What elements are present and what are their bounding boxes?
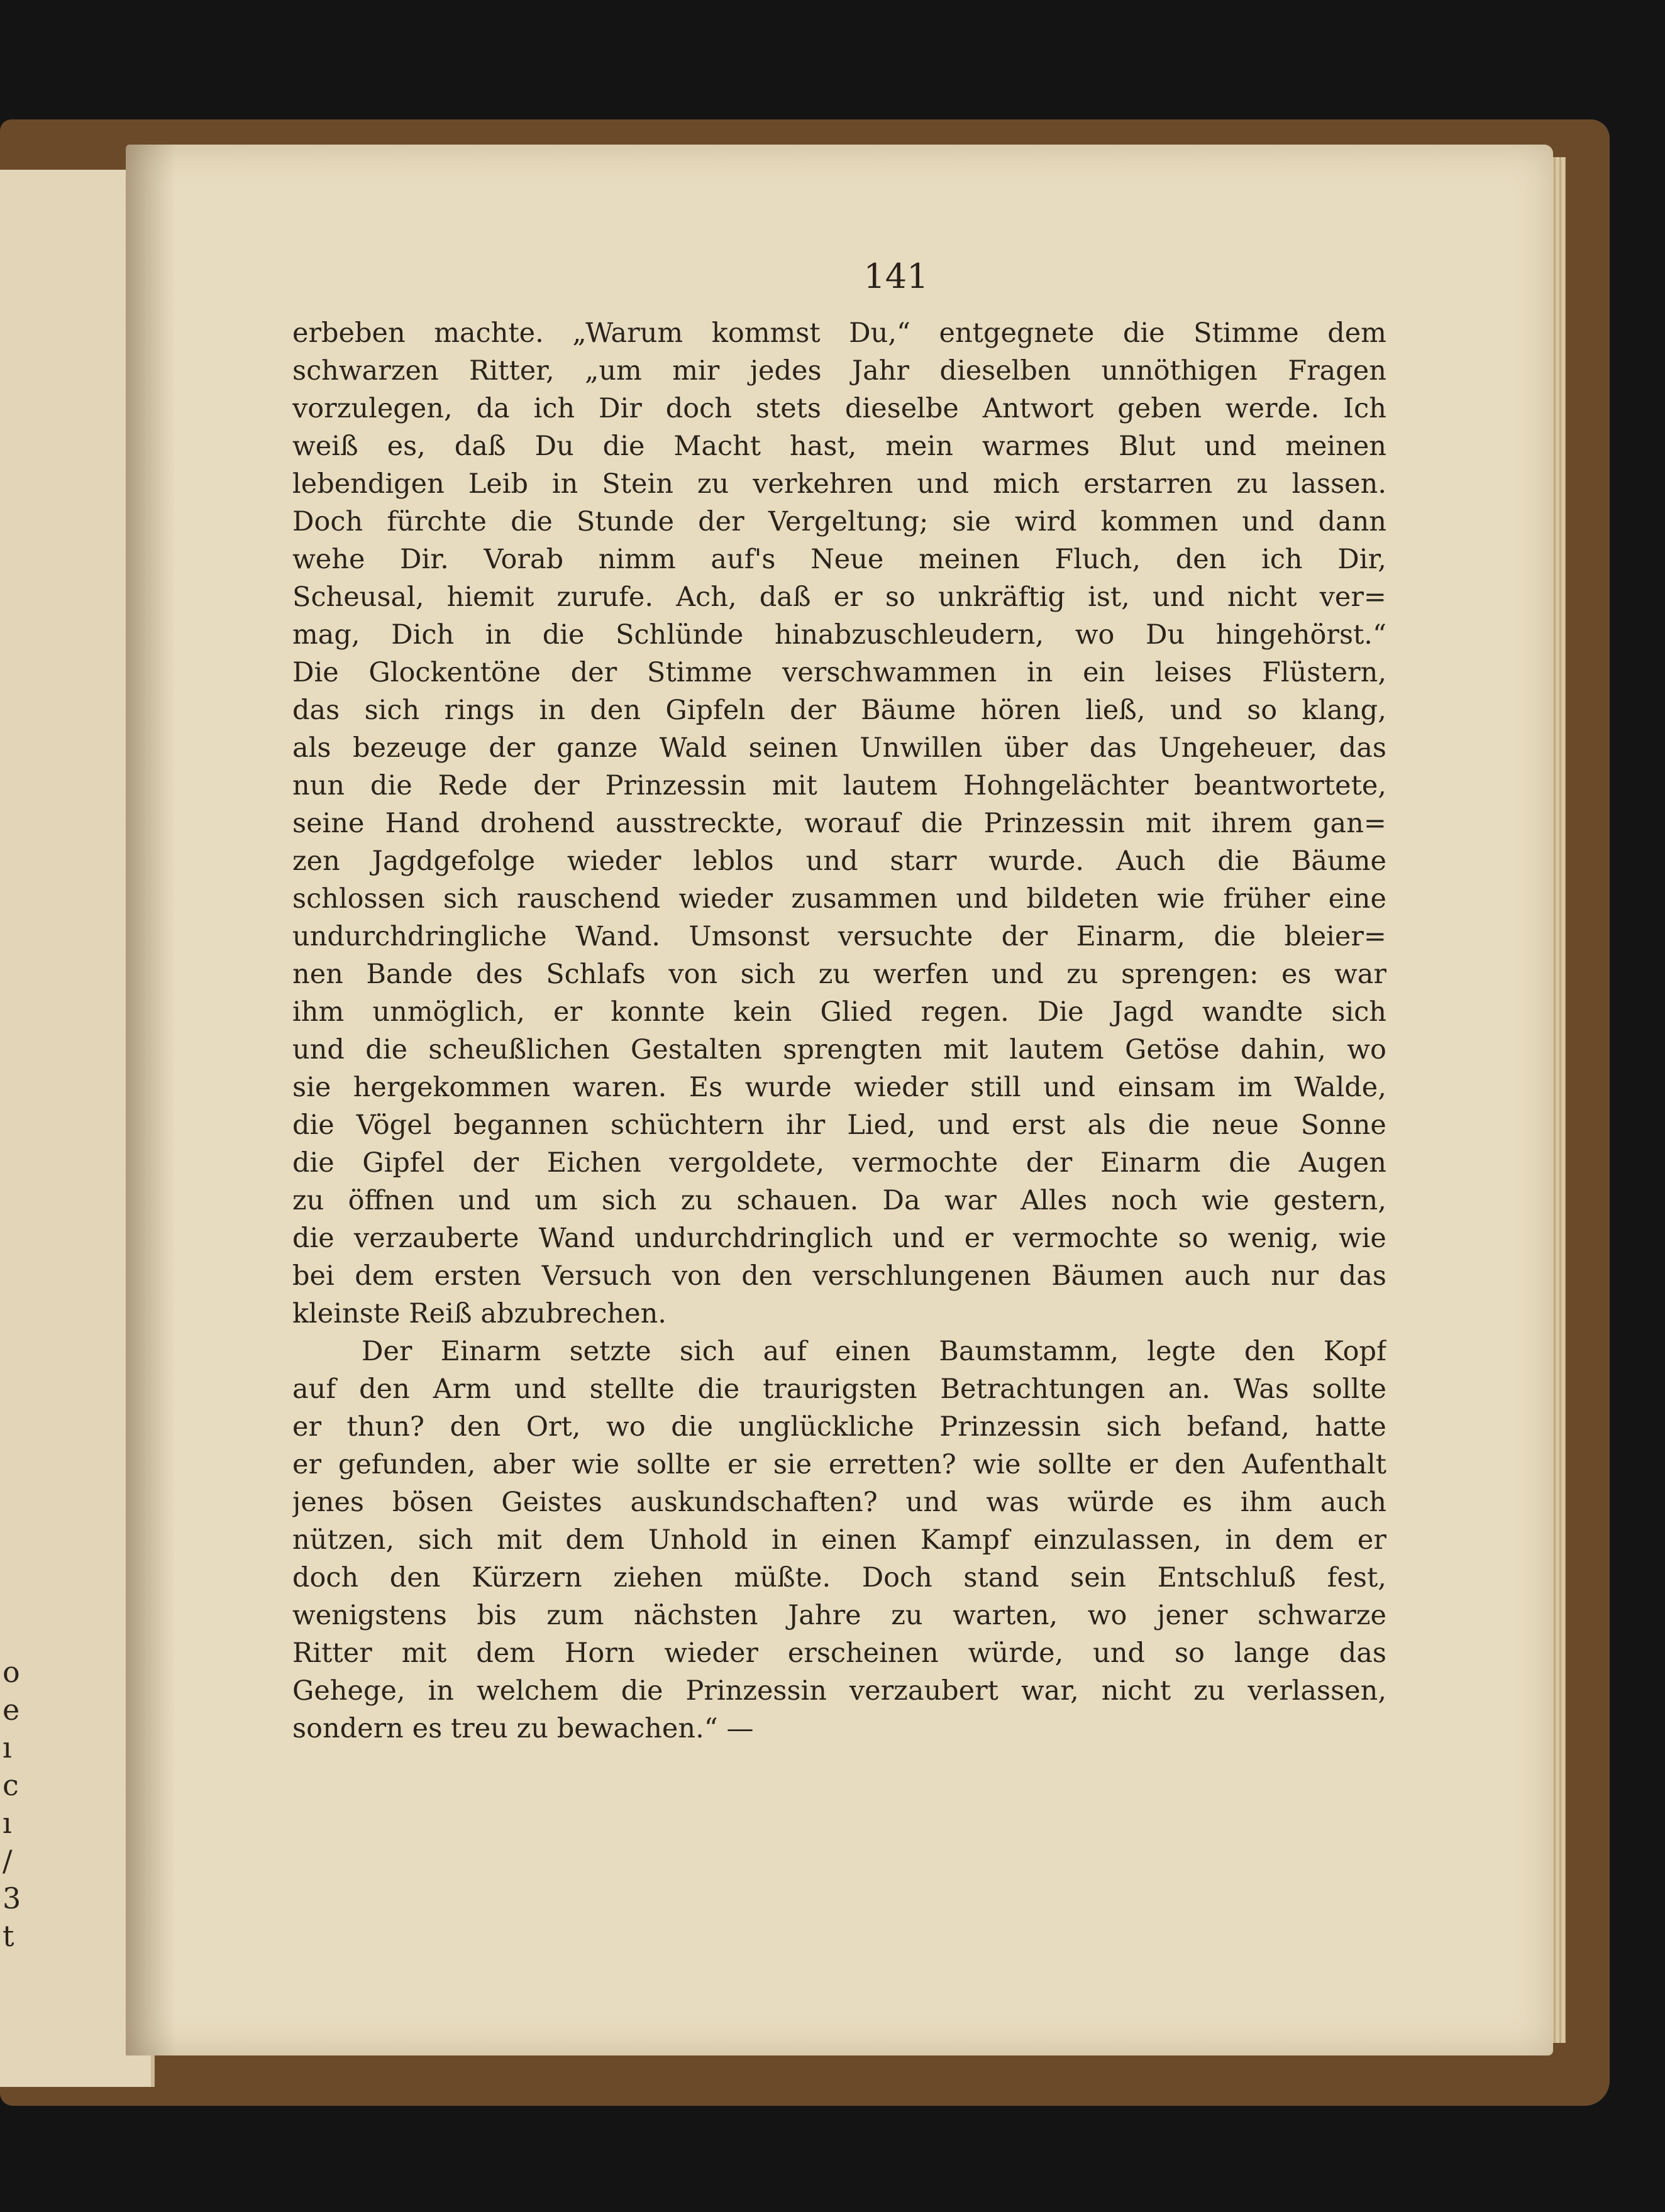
gutter-shadow (126, 145, 176, 2055)
text-line: zu öffnen und um sich zu schauen. Da war Alles noch wie gestern, (292, 1185, 1386, 1216)
text-line: schlossen sich rauschend wieder zusammen und bildeten wie früher eine (292, 883, 1386, 915)
text-line: doch den Kürzern ziehen müßte. Doch stand sein Entschluß fest, (292, 1562, 1386, 1593)
text-line: vorzulegen, da ich Dir doch stets dieselbe Antwort geben werde. Ich (292, 393, 1386, 424)
text-line: mag, Dich in die Schlünde hinabzuschleudern, wo Du hingehörst.“ (292, 619, 1386, 651)
left-fragment: e (3, 1693, 20, 1727)
left-fragment: c (3, 1768, 19, 1802)
left-fragment: o (3, 1655, 20, 1689)
text-line: kleinste Reiß abzubrechen. (292, 1298, 667, 1329)
text-line: erbeben machte. „Warum kommst Du,“ entgegnete die Stimme dem (292, 317, 1386, 349)
text-line: er gefunden, aber wie sollte er sie erretten? wie sollte er den Aufenthalt (292, 1449, 1386, 1480)
text-line: ihm unmöglich, er konnte kein Glied regen. Die Jagd wandte sich (292, 996, 1386, 1028)
left-page-text-fragments (3, 1653, 28, 1955)
text-line: die Gipfel der Eichen vergoldete, vermochte der Einarm die Augen (292, 1147, 1386, 1179)
text-line: wenigstens bis zum nächsten Jahre zu warten, wo jener schwarze (292, 1600, 1386, 1631)
text-line: zen Jagdgefolge wieder leblos und starr wurde. Auch die Bäume (292, 845, 1386, 877)
left-fragment: 3 (3, 1881, 21, 1915)
text-line: wehe Dir. Vorab nimm auf's Neue meinen Fluch, den ich Dir, (292, 544, 1386, 575)
left-fragment: ı (3, 1731, 12, 1764)
text-line: sie hergekommen waren. Es wurde wieder still und einsam im Walde, (292, 1072, 1386, 1103)
left-fragment: / (3, 1844, 13, 1878)
text-line: das sich rings in den Gipfeln der Bäume hören ließ, und so klang, (292, 695, 1386, 726)
text-line: Die Glockentöne der Stimme verschwammen in ein leises Flüstern, (292, 657, 1386, 688)
text-line: sondern es treu zu bewachen.“ — (292, 1713, 754, 1744)
text-line: seine Hand drohend ausstreckte, worauf die Prinzessin mit ihrem gan= (292, 808, 1386, 839)
text-line: Gehege, in welchem die Prinzessin verzaubert war, nicht zu verlassen, (292, 1675, 1386, 1707)
text-line: er thun? den Ort, wo die unglückliche Prinzessin sich befand, hatte (292, 1411, 1386, 1443)
text-line: Scheusal, hiemit zurufe. Ach, daß er so unkräftig ist, und nicht ver= (292, 581, 1386, 613)
text-line: Der Einarm setzte sich auf einen Baumstamm, legte den Kopf (362, 1336, 1386, 1367)
text-line: undurchdringliche Wand. Umsonst versuchte der Einarm, die bleier= (292, 921, 1386, 952)
page-number: 141 (863, 256, 929, 296)
left-fragment: t (3, 1919, 14, 1953)
right-page (126, 145, 1553, 2055)
text-line: als bezeuge der ganze Wald seinen Unwillen über das Ungeheuer, das (292, 732, 1386, 764)
text-line: nun die Rede der Prinzessin mit lautem Hohngelächter beantwortete, (292, 770, 1386, 801)
text-line: die Vögel begannen schüchtern ihr Lied, und erst als die neue Sonne (292, 1109, 1386, 1141)
text-line: die verzauberte Wand undurchdringlich und er vermochte so wenig, wie (292, 1223, 1386, 1254)
text-line: nen Bande des Schlafs von sich zu werfen und zu sprengen: es war (292, 959, 1386, 990)
text-line: weiß es, daß Du die Macht hast, mein warmes Blut und meinen (292, 431, 1386, 462)
text-line: Doch fürchte die Stunde der Vergeltung; sie wird kommen und dann (292, 506, 1386, 537)
text-line: lebendigen Leib in Stein zu verkehren und mich erstarren zu lassen. (292, 468, 1386, 500)
text-line: und die scheußlichen Gestalten sprengten mit lautem Getöse dahin, wo (292, 1034, 1386, 1065)
text-line: schwarzen Ritter, „um mir jedes Jahr dieselben unnöthigen Fragen (292, 355, 1386, 387)
text-line: jenes bösen Geistes auskundschaften? und was würde es ihm auch (292, 1487, 1386, 1518)
text-line: auf den Arm und stellte die traurigsten Betrachtungen an. Was sollte (292, 1373, 1386, 1405)
text-line: nützen, sich mit dem Unhold in einen Kampf einzulassen, in dem er (292, 1524, 1386, 1556)
text-line: bei dem ersten Versuch von den verschlungenen Bäumen auch nur das (292, 1260, 1386, 1292)
text-line: Ritter mit dem Horn wieder erscheinen würde, und so lange das (292, 1637, 1386, 1669)
body-text (292, 314, 1386, 1747)
left-fragment: ı (3, 1806, 12, 1840)
